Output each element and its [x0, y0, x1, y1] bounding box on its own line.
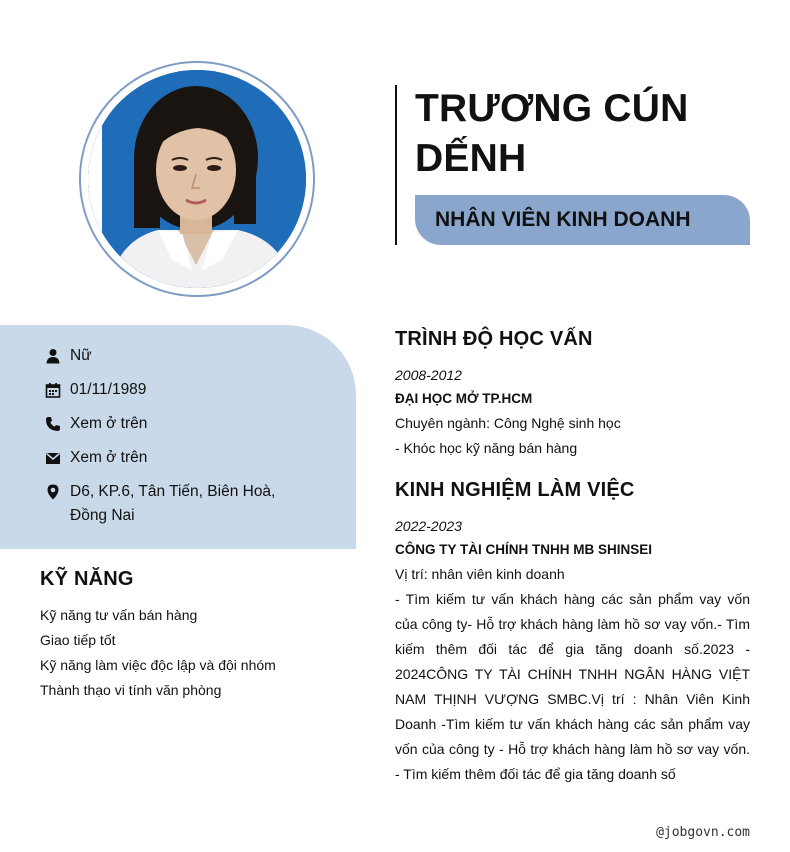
education-period: 2008-2012 [395, 367, 462, 383]
job-title: NHÂN VIÊN KINH DOANH [435, 208, 691, 231]
experience-description: - Tìm kiếm tư vấn khách hàng các sản phẩm vay vốn của công ty- Hỗ trợ khách hàng làm hồ sơ vay vốn.- Tìm kiếm thêm đối tác để gia tăng doanh số.2023 - 2024CÔNG TY TÀI CHÍNH TNHH NGÂN HÀNG VIỆT NAM THỊNH VƯỢNG SMBC.Vị trí : Nhân Viên Kinh Doanh -Tìm kiếm tư vấn khách hàng các sản phẩm vay vốn của công ty - Hỗ trợ khách hàng làm hồ sơ vay vốn. - Tìm kiếm thêm đối tác để gia tăng doanh số [395, 591, 750, 782]
mail-icon [44, 446, 62, 470]
contact-dob [44, 378, 146, 402]
dob-value: 01/11/1989 [70, 381, 147, 398]
candidate-name: TRƯƠNG CÚN DẾNH [415, 87, 689, 180]
education-heading: TRÌNH ĐỘ HỌC VẤN [395, 328, 593, 350]
email-value: Xem ở trên [70, 449, 148, 466]
profile-photo [88, 70, 306, 288]
experience-heading: KINH NGHIỆM LÀM VIỆC [395, 479, 635, 501]
skills-heading: KỸ NĂNG [40, 568, 134, 590]
header-divider [395, 85, 397, 245]
contact-address [44, 480, 294, 528]
skill-item: Thành thạo vi tính văn phòng [40, 682, 222, 698]
calendar-icon [44, 378, 62, 402]
experience-position: Vị trí: nhân viên kinh doanh [395, 566, 565, 582]
skill-item: Kỹ năng làm việc độc lập và đội nhóm [40, 657, 276, 673]
contact-phone [44, 412, 147, 436]
watermark: @jobgovn.com [656, 825, 750, 840]
address-value: D6, KP.6, Tân Tiến, Biên Hoà, Đồng Nai [70, 483, 276, 524]
avatar-ring [79, 61, 315, 297]
location-pin-icon [44, 480, 62, 504]
contact-gender [44, 344, 92, 368]
education-major: Chuyên ngành: Công Nghệ sinh học [395, 415, 621, 431]
person-icon [44, 344, 62, 368]
job-title-badge [415, 195, 750, 245]
skill-item: Giao tiếp tốt [40, 632, 116, 648]
experience-company: CÔNG TY TÀI CHÍNH TNHH MB SHINSEI [395, 542, 653, 557]
contact-email [44, 446, 147, 470]
education-school: ĐẠI HỌC MỞ TP.HCM [395, 391, 533, 406]
phone-icon [44, 412, 62, 436]
education-extra: - Khóc học kỹ năng bán hàng [395, 440, 578, 456]
phone-value: Xem ở trên [70, 415, 148, 432]
gender-value: Nữ [70, 347, 92, 364]
avatar [88, 70, 306, 288]
experience-period: 2022-2023 [395, 518, 462, 534]
skill-item: Kỹ năng tư vấn bán hàng [40, 607, 198, 623]
